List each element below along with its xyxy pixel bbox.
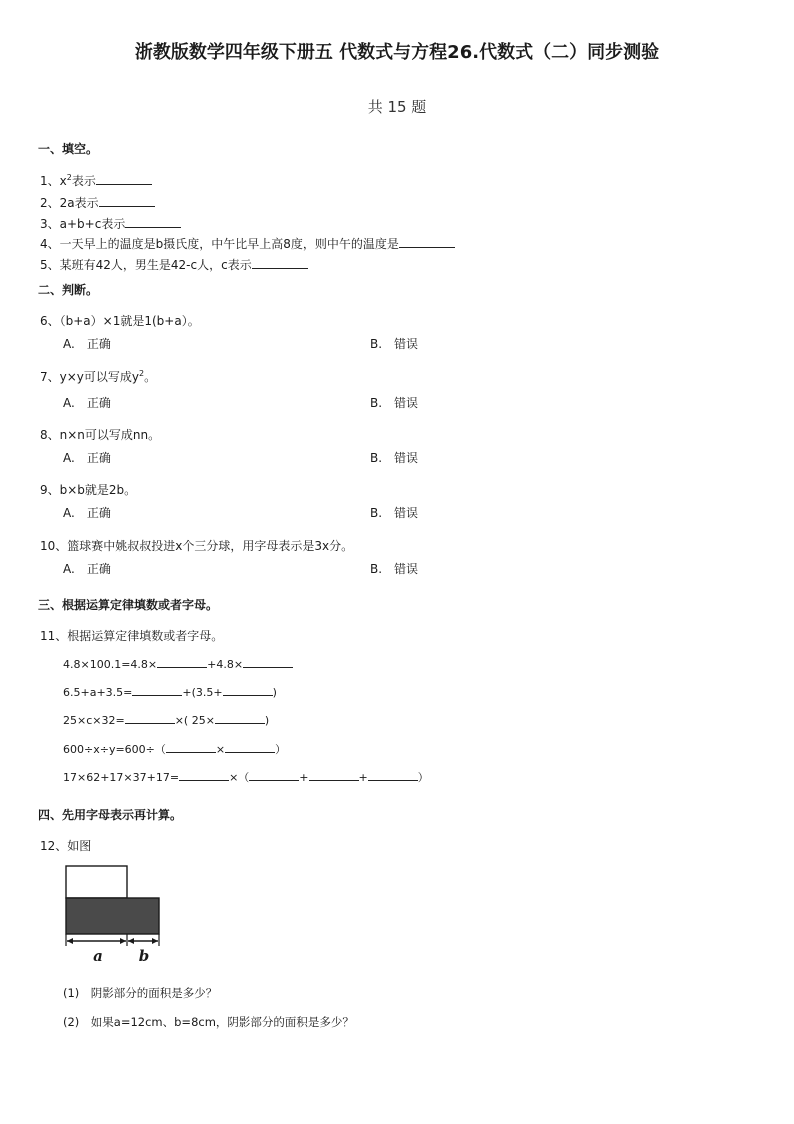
option-b-wrong[interactable]: B. 错误 <box>370 506 419 520</box>
arrowhead-icon <box>67 938 73 944</box>
label-b: b <box>138 947 150 965</box>
q3-text: 3、a+b+c表示 <box>40 217 126 231</box>
q1-number: 1、 <box>40 174 60 188</box>
rectangle-figure <box>60 864 166 966</box>
answer-blank[interactable] <box>225 741 275 753</box>
equation-1 <box>63 656 293 671</box>
question-6: 6、（b+a）×1就是1(b+a）。 <box>40 314 200 328</box>
equation-text: ) <box>272 686 277 699</box>
equation-text: 17×62+17×37+17= <box>63 771 180 784</box>
top-white-rectangle <box>66 866 127 898</box>
answer-blank[interactable] <box>125 712 175 724</box>
equation-2 <box>63 684 277 699</box>
answer-blank[interactable] <box>368 769 418 781</box>
answer-blank[interactable] <box>125 216 181 228</box>
option-b-wrong[interactable]: B. 错误 <box>370 396 419 410</box>
question-12: 12、如图 <box>40 839 92 853</box>
equation-text: × <box>215 743 226 756</box>
equation-text: ） <box>275 743 287 756</box>
q1-base: x <box>59 174 67 188</box>
answer-blank[interactable] <box>223 684 273 696</box>
equation-text: +4.8× <box>207 658 244 671</box>
equation-text: +(3.5+ <box>182 686 223 699</box>
q7-number: 7、 <box>40 370 60 384</box>
q7-exponent: 2 <box>139 369 145 378</box>
question-10: 10、篮球赛中姚叔叔投进x个三分球，用字母表示是3x分。 <box>40 539 354 553</box>
answer-blank[interactable] <box>399 236 455 248</box>
question-4 <box>40 235 455 252</box>
answer-blank[interactable] <box>249 769 299 781</box>
section-fill-in: 一、填空。 <box>38 142 99 156</box>
section-operation-laws: 三、根据运算定律填数或者字母。 <box>38 598 219 612</box>
equation-text: 25×c×32= <box>63 714 125 727</box>
subquestion-1: (1) 阴影部分的面积是多少？ <box>63 986 218 1000</box>
equation-3 <box>63 712 269 727</box>
answer-blank[interactable] <box>243 656 293 668</box>
question-3 <box>40 215 181 232</box>
answer-blank[interactable] <box>166 741 216 753</box>
section-judge: 二、判断。 <box>38 283 99 297</box>
option-a-correct[interactable]: A. 正确 <box>63 506 111 520</box>
q7-text: y×y可以写成y <box>59 370 140 384</box>
question-5 <box>40 256 308 273</box>
equation-text: ） <box>417 771 429 784</box>
answer-blank[interactable] <box>215 712 265 724</box>
q7-end: 。 <box>144 370 157 384</box>
question-count: 共 15 题 <box>367 98 427 116</box>
answer-blank[interactable] <box>132 684 182 696</box>
option-b-wrong[interactable]: B. 错误 <box>370 451 419 465</box>
q2-text: 2、2a表示 <box>40 196 99 210</box>
equation-text: 4.8×100.1=4.8× <box>63 658 158 671</box>
q1-exponent: 2 <box>66 173 72 182</box>
q1-text: 表示 <box>71 174 96 188</box>
answer-blank[interactable] <box>309 769 359 781</box>
equation-5 <box>63 769 429 785</box>
question-7 <box>40 368 156 385</box>
equation-text: + <box>299 771 309 784</box>
equation-text: + <box>358 771 368 784</box>
option-a-correct[interactable]: A. 正确 <box>63 562 111 576</box>
equation-4 <box>63 741 286 757</box>
q5-text: 5、某班有42人，男生是42-c人，c表示 <box>40 258 252 272</box>
shaded-rectangle <box>66 898 159 934</box>
option-a-correct[interactable]: A. 正确 <box>63 337 111 351</box>
question-2 <box>40 194 155 211</box>
option-a-correct[interactable]: A. 正确 <box>63 396 111 410</box>
option-a-correct[interactable]: A. 正确 <box>63 451 111 465</box>
section-compute: 四、先用字母表示再计算。 <box>38 808 183 822</box>
answer-blank[interactable] <box>99 195 155 207</box>
equation-text: ) <box>264 714 270 727</box>
answer-blank[interactable] <box>252 257 308 269</box>
equation-text: ×( 25× <box>174 714 215 727</box>
equation-text: 6.5+a+3.5= <box>63 686 133 699</box>
label-a: a <box>93 947 103 965</box>
option-b-wrong[interactable]: B. 错误 <box>370 337 419 351</box>
arrowhead-icon <box>128 938 134 944</box>
question-1 <box>40 172 152 189</box>
equation-text: 600÷x÷y=600÷（ <box>63 743 166 756</box>
question-11: 11、根据运算定律填数或者字母。 <box>40 629 224 643</box>
question-9: 9、b×b就是2b。 <box>40 483 137 497</box>
question-8: 8、n×n可以写成nn。 <box>40 428 161 442</box>
answer-blank[interactable] <box>157 656 207 668</box>
equation-text: ×（ <box>229 771 250 784</box>
page-title: 浙教版数学四年级下册五 代数式与方程26.代数式（二）同步测验 <box>134 42 660 63</box>
arrowhead-icon <box>152 938 158 944</box>
q4-text: 4、一天早上的温度是b摄氏度，中午比早上高8度，则中午的温度是 <box>40 237 399 251</box>
subquestion-2: (2) 如果a=12cm、b=8cm，阴影部分的面积是多少？ <box>63 1015 354 1029</box>
answer-blank[interactable] <box>96 173 152 185</box>
answer-blank[interactable] <box>179 769 229 781</box>
arrowhead-icon <box>120 938 126 944</box>
option-b-wrong[interactable]: B. 错误 <box>370 562 419 576</box>
